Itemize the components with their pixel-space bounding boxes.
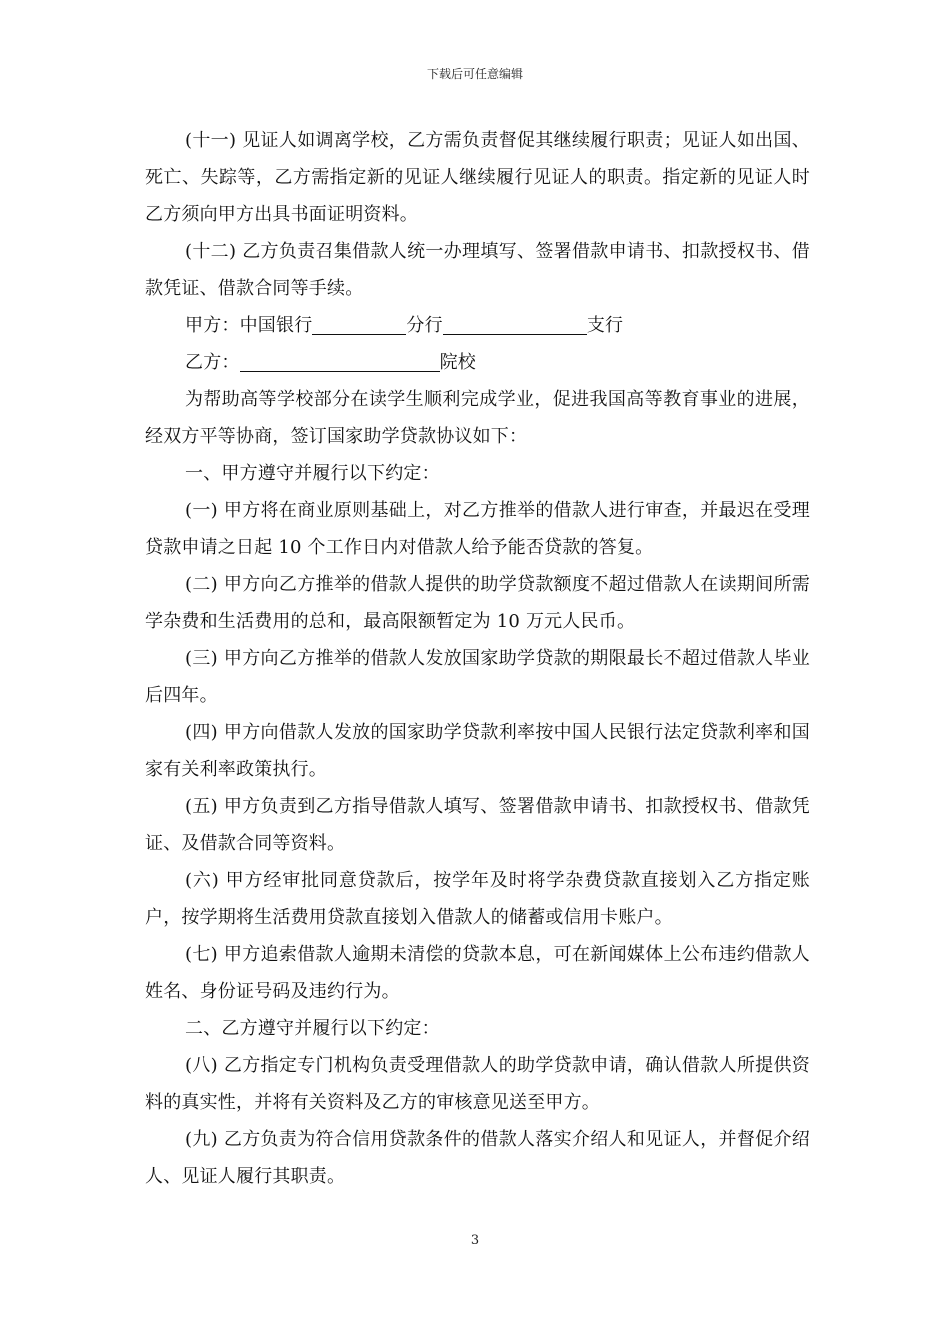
school-blank (240, 349, 440, 372)
party-b-suffix: 院校 (439, 352, 477, 373)
clause-1: (一) 甲方将在商业原则基础上，对乙方推举的借款人进行审查，并最迟在受理贷款申请之日起 10 个工作日内对借款人给予能否贷款的答复。 (145, 500, 810, 558)
clause-3: (三) 甲方向乙方推举的借款人发放国家助学贷款的期限最长不超过借款人毕业后四年。 (145, 648, 810, 706)
party-a-middle: 分行 (406, 315, 443, 336)
party-b-line (145, 344, 810, 381)
clause-5: (五) 甲方负责到乙方指导借款人填写、签署借款申请书、扣款授权书、借款凭证、及借款合同等资料。 (145, 796, 810, 854)
party-a-suffix: 支行 (586, 315, 624, 336)
paragraph-11: (十一) 见证人如调离学校，乙方需负责督促其继续履行职责；见证人如出国、死亡、失踪等，乙方需指定新的见证人继续履行见证人的职责。指定新的见证人时乙方须向甲方出具书面证明资料。 (145, 130, 810, 225)
clause-9: (九) 乙方负责为符合信用贷款条件的借款人落实介绍人和见证人，并督促介绍人、见证人履行其职责。 (145, 1129, 810, 1187)
clause-6: (六) 甲方经审批同意贷款后，按学年及时将学杂费贷款直接划入乙方指定账户，按学期将生活费用贷款直接划入借款人的储蓄或信用卡账户。 (145, 870, 810, 928)
page-number: 3 (470, 1233, 480, 1248)
clause-8: (八) 乙方指定专门机构负责受理借款人的助学贷款申请，确认借款人所提供资料的真实性，并将有关资料及乙方的审核意见送至甲方。 (145, 1055, 810, 1113)
paragraph-12: (十二) 乙方负责召集借款人统一办理填写、签署借款申请书、扣款授权书、借款凭证、借款合同等手续。 (145, 241, 810, 299)
clause-2: (二) 甲方向乙方推举的借款人提供的助学贷款额度不超过借款人在读期间所需学杂费和生活费用的总和，最高限额暂定为 10 万元人民币。 (145, 574, 810, 632)
document-body (145, 122, 810, 1195)
preamble-paragraph: 为帮助高等学校部分在读学生顺利完成学业，促进我国高等教育事业的进展，经双方平等协商，签订国家助学贷款协议如下： (145, 389, 810, 447)
party-b-prefix: 乙方： (185, 352, 240, 373)
sub-branch-blank (443, 312, 587, 335)
party-a-prefix: 甲方：中国银行 (185, 315, 313, 336)
clause-7: (七) 甲方追索借款人逾期未清偿的贷款本息，可在新闻媒体上公布违约借款人姓名、身份证号码及违约行为。 (145, 944, 810, 1002)
page-header: 下载后可任意编辑 (426, 67, 523, 81)
branch-blank (312, 312, 406, 335)
section-heading-party-a: 一、甲方遵守并履行以下约定： (185, 463, 440, 484)
party-a-line (145, 307, 810, 344)
section-heading-party-b: 二、乙方遵守并履行以下约定： (185, 1018, 440, 1039)
clause-4: (四) 甲方向借款人发放的国家助学贷款利率按中国人民银行法定贷款利率和国家有关利率政策执行。 (145, 722, 810, 780)
